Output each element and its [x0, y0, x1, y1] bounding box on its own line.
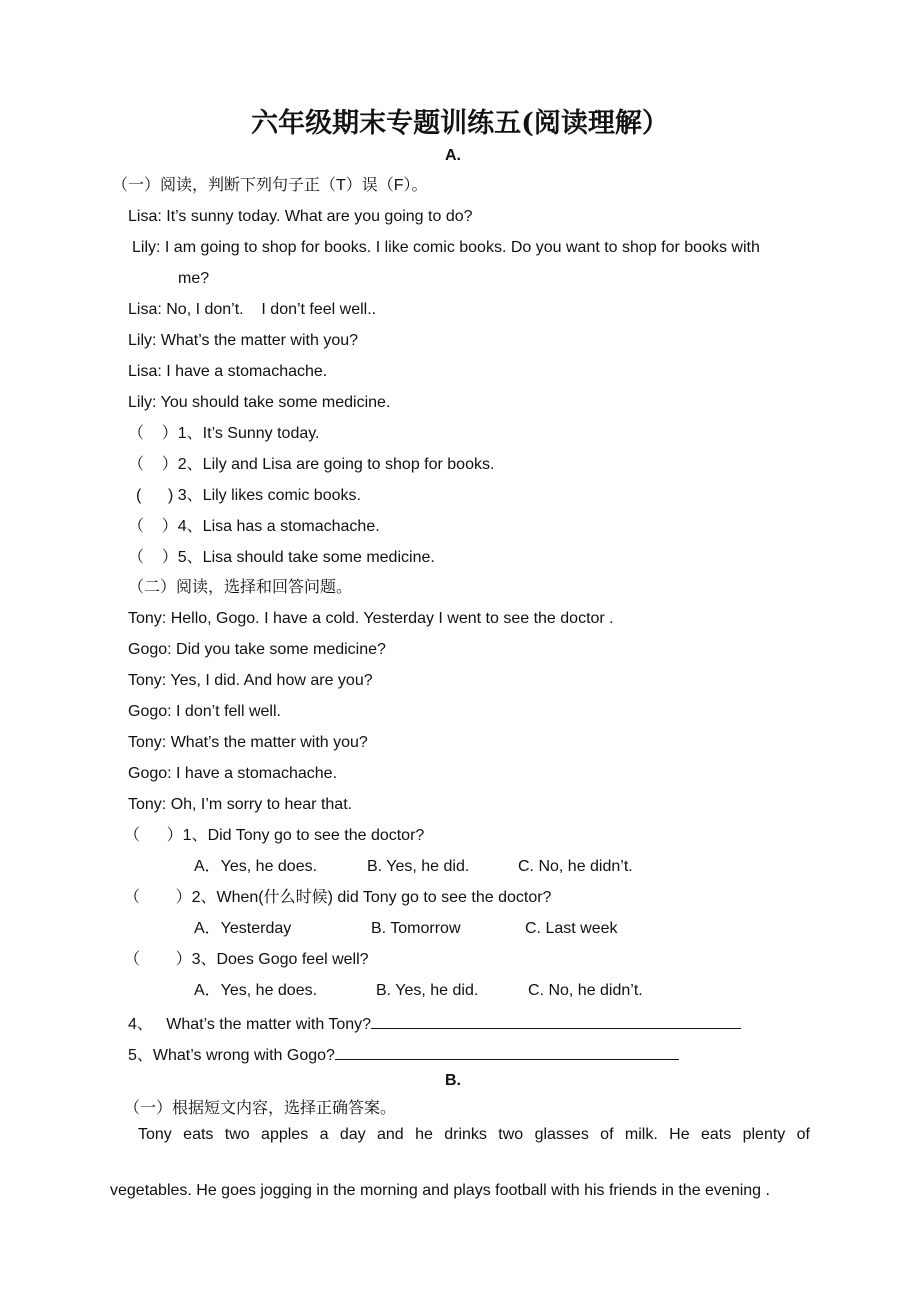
answer-blank[interactable]: [371, 1012, 741, 1029]
choice-option-b: B. Tomorrow: [371, 920, 461, 937]
passage-line: vegetables. He goes jogging in the morning and plays football with his friends in the evening .: [110, 1182, 770, 1199]
dialogue-line: Lily: What’s the matter with you?: [128, 332, 359, 349]
true-false-statement: （ ）2、Lily and Lisa are going to shop for books.: [128, 456, 495, 473]
dialogue-line: Lisa: No, I don’t. I don’t feel well..: [128, 301, 377, 318]
true-false-statement: （ ）4、Lisa has a stomachache.: [128, 518, 380, 535]
open-question-text: 5、What’s wrong with Gogo?: [128, 1047, 335, 1064]
page-title: 六年级期末专题训练五(阅读理解）: [251, 108, 669, 139]
dialogue-line: Lisa: It’s sunny today. What are you going to do?: [128, 208, 473, 225]
answer-blank[interactable]: [335, 1043, 679, 1060]
choice-option-c: C. Last week: [525, 920, 618, 937]
true-false-statement: （ ）5、Lisa should take some medicine.: [128, 549, 435, 566]
part1-heading: （一）阅读，判断下列句子正（T）误（F）。: [112, 177, 428, 194]
passage-line: Tony eats two apples a day and he drinks two glasses of milk. He eats plenty of: [138, 1126, 810, 1143]
dialogue-line: Lisa: I have a stomachache.: [128, 363, 328, 380]
dialogue-line: Gogo: Did you take some medicine?: [128, 641, 386, 658]
dialogue-line: me?: [178, 270, 210, 287]
choice-option-c: C. No, he didn’t.: [518, 858, 633, 875]
choice-question: （ ）2、When(什么时候) did Tony go to see the doctor?: [124, 889, 552, 906]
dialogue-line: Gogo: I don’t fell well.: [128, 703, 281, 720]
choice-option-a: A．Yesterday: [194, 920, 292, 937]
choice-option-c: C. No, he didn’t.: [528, 982, 643, 999]
choice-option-a: A．Yes, he does.: [194, 982, 318, 999]
dialogue-line: Lily: You should take some medicine.: [128, 394, 391, 411]
part2-heading: （二）阅读，选择和回答问题。: [128, 579, 353, 596]
dialogue-line: Tony: Yes, I did. And how are you?: [128, 672, 373, 689]
section-b-label: B.: [445, 1072, 461, 1089]
dialogue-line: Lily: I am going to shop for books. I like comic books. Do you want to shop for books with: [132, 239, 760, 256]
choice-option-b: B. Yes, he did.: [376, 982, 479, 999]
open-question: [128, 1012, 741, 1035]
dialogue-line: Gogo: I have a stomachache.: [128, 765, 338, 782]
open-question: [128, 1043, 679, 1066]
true-false-statement: ( ) 3、Lily likes comic books.: [136, 487, 361, 504]
section-a-label: A.: [445, 147, 461, 164]
choice-question: （ ）1、Did Tony go to see the doctor?: [124, 827, 425, 844]
reading-passage: [110, 1121, 810, 1205]
choice-question: （ ）3、Does Gogo feel well?: [124, 951, 369, 968]
dialogue-line: Tony: Oh, I’m sorry to hear that.: [128, 796, 353, 813]
open-question-text: 4、 What’s the matter with Tony?: [128, 1016, 372, 1033]
choice-option-a: A．Yes, he does.: [194, 858, 318, 875]
choice-option-b: B. Yes, he did.: [367, 858, 470, 875]
dialogue-line: Tony: What’s the matter with you?: [128, 734, 368, 751]
dialogue-line: Tony: Hello, Gogo. I have a cold. Yesterday I went to see the doctor .: [128, 610, 614, 627]
true-false-statement: （ ）1、It’s Sunny today.: [128, 425, 320, 442]
section-b-heading: （一）根据短文内容，选择正确答案。: [124, 1100, 397, 1117]
